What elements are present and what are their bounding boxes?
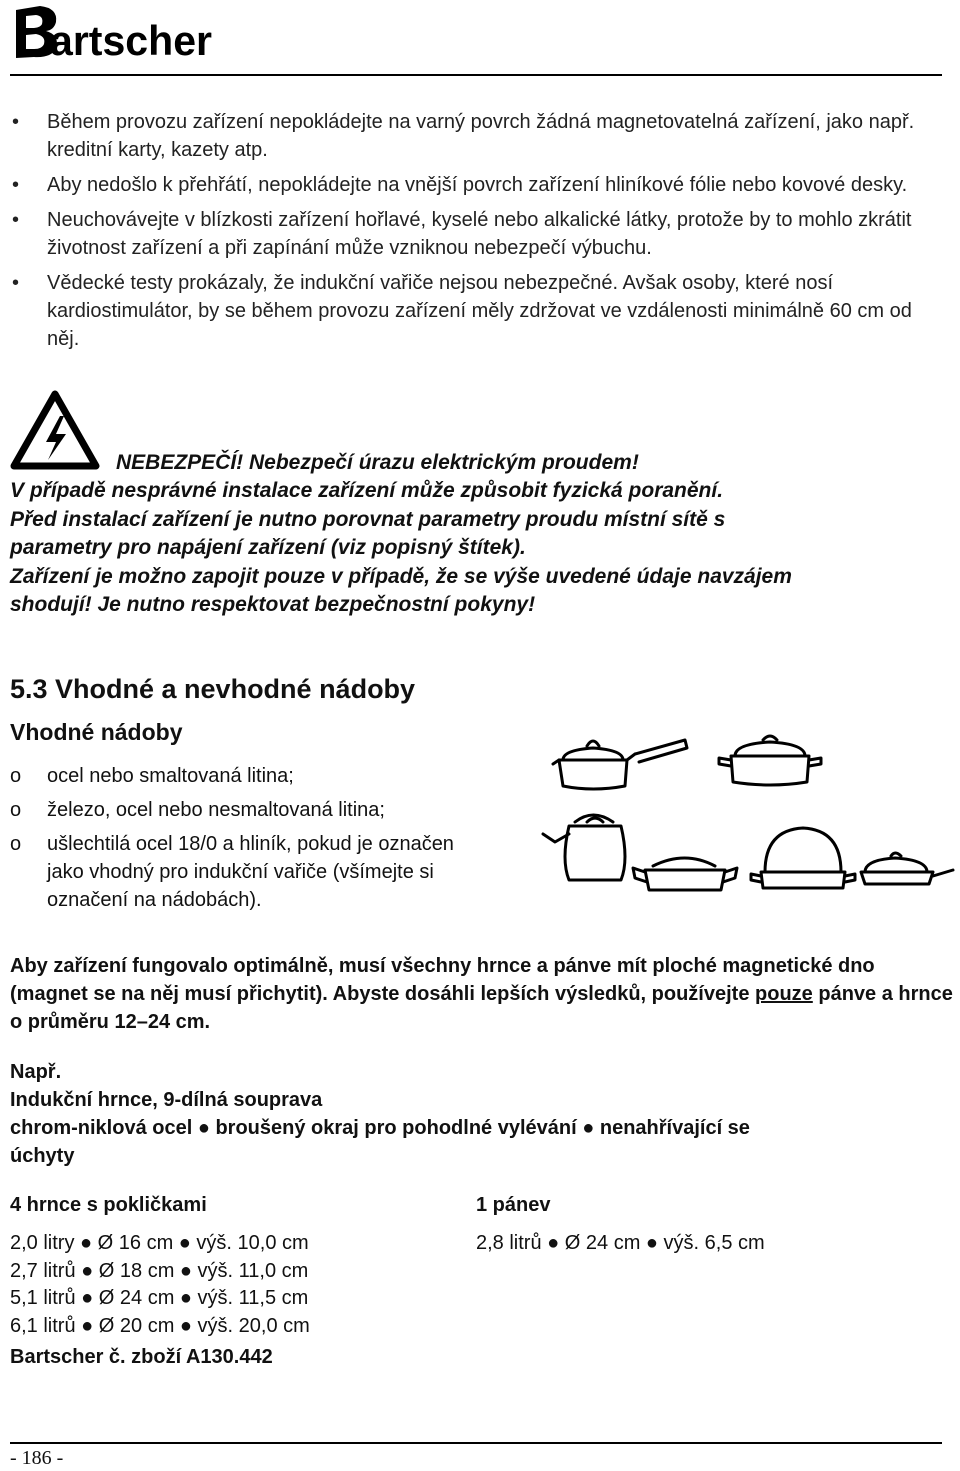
roaster-icon [633,858,737,890]
footer-rule [10,1442,942,1444]
spec-row: 2,0 litry ● Ø 16 cm ● výš. 10,0 cm [10,1232,309,1254]
spec-row: 6,1 litrů ● Ø 20 cm ● výš. 20,0 cm [10,1314,310,1337]
example-label: Např. [10,1061,62,1083]
warning-line: Zařízení je možno zapojit pouze v případě, že se výše uvedené údaje navzájem [10,564,792,588]
requirement-text: Aby zařízení fungovalo optimálně, musí všechny hrnce a pánve mít ploché magnetické dno (magnet se na něj musí přichytit). Abyste dosáhli lepších výsledků, používejte [10,955,875,1005]
bullet-item: • Neuchovávejte v blízkosti zařízení hořlavé, kyselé nebo alkalické látky, protože by to mohlo zkrátit životnost zařízení a při zapínání může vzniknou nebezpečí výbuchu. [10,206,940,262]
warning-line: V případě nesprávné instalace zařízení může způsobit fyzická poranění. [10,479,724,502]
example-block [10,1058,940,1170]
pan-heading: 1 pánev [476,1194,551,1216]
list-item: o železo, ocel nebo nesmaltovaná litina; [10,796,490,824]
header-rule [10,74,942,76]
warning-line: parametry pro napájení zařízení (viz popisný štítek). [10,536,526,559]
cookware-illustration [535,730,955,900]
kettle-icon [543,815,625,880]
dome-pot-icon [751,828,855,888]
requirement-paragraph [10,952,955,1036]
bullet-item: • Během provozu zařízení nepokládejte na varný povrch žádná magnetovatelná zařízení, jako např. kreditní karty, kazety atp. [10,108,940,164]
bullet-item: • Aby nedošlo k přehřátí, nepokládejte na vnější povrch zařízení hliníkové fólie nebo kovové desky. [10,171,940,199]
spec-row: 5,1 litrů ● Ø 24 cm ● výš. 11,5 cm [10,1287,309,1309]
svg-text:artscher: artscher [50,17,212,60]
requirement-emphasis: pouze [755,983,813,1005]
subheading: Vhodné nádoby [10,719,183,745]
product-features: chrom-niklová ocel ● broušený okraj pro pohodlné vylévání ● nenahřívající se [10,1117,750,1139]
pan-specs [476,1230,765,1258]
casserole-icon [719,736,821,785]
requirement-text-end: pánve a hrnce o průměru 12–24 cm. [10,983,953,1033]
electric-shock-warning-icon [10,390,100,472]
warning-line: Před instalací zařízení je nutno porovnat parametry proudu místní sítě s [10,507,726,531]
bartscher-logo [10,2,215,60]
list-item: o ušlechtilá ocel 18/0 a hliník, pokud je označen jako vhodný pro indukční vařiče (všímejte si označení na nádobách). [10,830,490,914]
section-title: 5.3 Vhodné a nevhodné nádoby [10,674,416,704]
pots-specs [10,1230,310,1340]
warning-text [10,477,940,620]
saucepan-icon [553,740,687,789]
list-item: o ocel nebo smaltovaná litina; [10,762,490,790]
suitable-cookware-list [10,762,490,920]
warning-title: NEBEZPEČÍ! Nebezpečí úrazu elektrickým proudem! [116,451,639,474]
bullet-item: • Vědecké testy prokázaly, že indukční vařiče nejsou nebezpečné. Avšak osoby, které nosí kardiostimulátor, by se během provozu zařízení měly zdržovat ve vzdálenosti minimálně 60 cm od něj. [10,269,940,353]
frying-pan-icon [861,853,953,884]
spec-row: 2,8 litrů ● Ø 24 cm ● výš. 6,5 cm [476,1232,765,1254]
page-number: - 186 - [10,1447,64,1469]
warning-line: shodují! Je nutno respektovat bezpečnostní pokyny! [10,593,536,616]
safety-bullet-list [10,108,940,360]
pots-heading: 4 hrnce s pokličkami [10,1194,207,1216]
article-number: Bartscher č. zboží A130.442 [10,1346,273,1368]
product-features-cont: úchyty [10,1145,75,1167]
spec-row: 2,7 litrů ● Ø 18 cm ● výš. 11,0 cm [10,1259,309,1282]
product-name: Indukční hrnce, 9-dílná souprava [10,1089,323,1111]
